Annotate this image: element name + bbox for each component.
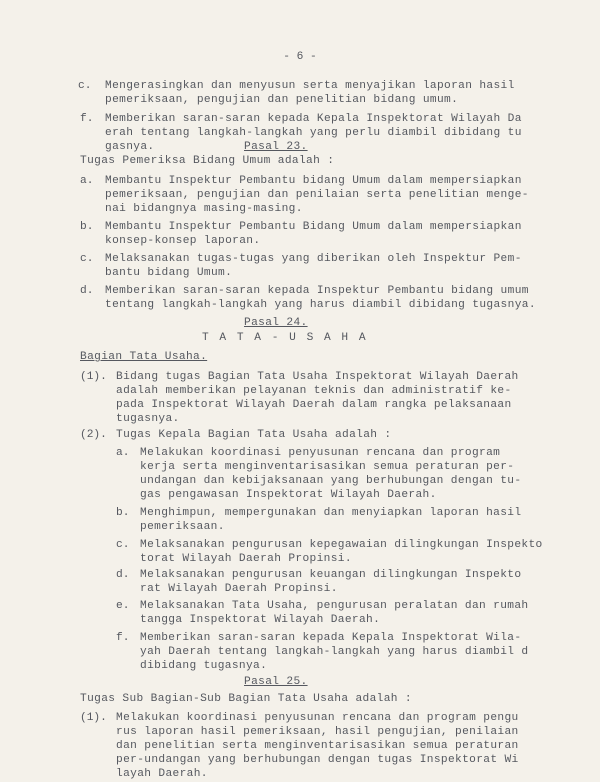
pasal-23-intro: Tugas Pemeriksa Bidang Umum adalah : bbox=[80, 155, 335, 167]
p23-item-a-line-2: pemeriksaan, pengujian dan penilaian serta penelitian menge- bbox=[105, 189, 529, 201]
p24-item-1-line-4: tugasnya. bbox=[116, 413, 180, 425]
p24-item-1-line-1: Bidang tugas Bagian Tata Usaha Inspektorat Wilayah Daerah bbox=[116, 371, 519, 383]
p24-sub-a-label: a. bbox=[116, 447, 130, 459]
item-f-line-2: erah tentang langkah-langkah yang perlu diambil dibidang tu bbox=[105, 127, 522, 139]
p24-sub-f-line-3: dibidang tugasnya. bbox=[140, 660, 268, 672]
pasal-23-title: Pasal 23. bbox=[244, 141, 308, 153]
p23-item-d-label: d. bbox=[80, 285, 94, 297]
pasal-25-intro: Tugas Sub Bagian-Sub Bagian Tata Usaha adalah : bbox=[80, 693, 412, 705]
p25-item-1-line-4: per-undangan yang berhubungan dengan tugas Inspektorat Wi bbox=[116, 754, 519, 766]
item-c-line-2: pemeriksaan, pengujian dan penelitian bidang umum. bbox=[105, 94, 459, 106]
p24-sub-c-line-2: torat Wilayah Daerah Propinsi. bbox=[140, 553, 352, 565]
p24-item-1-line-2: adalah memberikan pelayanan teknis dan administratif ke- bbox=[116, 385, 512, 397]
p24-sub-a-line-3: undangan dan kebijaksanaan yang berhubungan dengan tu- bbox=[140, 475, 522, 487]
p24-sub-f-line-1: Memberikan saran-saran kepada Kepala Inspektorat Wila- bbox=[140, 632, 522, 644]
p23-item-a-label: a. bbox=[80, 175, 94, 187]
item-c-label: c. bbox=[78, 80, 92, 92]
item-f-line-3: gasnya. bbox=[105, 141, 155, 153]
pasal-24-title: Pasal 24. bbox=[244, 317, 308, 329]
page-number: - 6 - bbox=[283, 51, 317, 63]
p24-sub-e-line-2: tangga Inspektorat Wilayah Daerah. bbox=[140, 614, 381, 626]
p24-sub-a-line-1: Melakukan koordinasi penyusunan rencana dan program bbox=[140, 447, 501, 459]
p24-sub-b-line-2: pemeriksaan. bbox=[140, 521, 225, 533]
p24-item-2-label: (2). bbox=[80, 429, 107, 441]
item-f-label: f. bbox=[80, 113, 94, 125]
p24-item-2-intro: Tugas Kepala Bagian Tata Usaha adalah : bbox=[116, 429, 392, 441]
p24-sub-f-line-2: yah Daerah tentang langkah-langkah yang harus diambil d bbox=[140, 646, 529, 658]
p25-item-1-label: (1). bbox=[80, 712, 107, 724]
p24-sub-c-label: c. bbox=[116, 539, 130, 551]
p24-sub-a-line-4: gas pengawasan Inspektorat Wilayah Daerah. bbox=[140, 489, 437, 501]
p25-item-1-line-1: Melakukan koordinasi penyusunan rencana dan program pengu bbox=[116, 712, 519, 724]
p25-item-1-line-5: layah Daerah. bbox=[116, 768, 208, 780]
p23-item-a-line-3: nai bidangnya masing-masing. bbox=[105, 203, 303, 215]
p24-item-1-label: (1). bbox=[80, 371, 107, 383]
section-bagian-tata-usaha: Bagian Tata Usaha. bbox=[80, 351, 208, 363]
p24-sub-a-line-2: kerja serta menginventarisasikan semua peraturan per- bbox=[140, 461, 515, 473]
p24-sub-d-label: d. bbox=[116, 569, 130, 581]
p24-sub-e-label: e. bbox=[116, 600, 130, 612]
p24-sub-d-line-2: rat Wilayah Daerah Propinsi. bbox=[140, 583, 338, 595]
p23-item-d-line-1: Memberikan saran-saran kepada Inspektur Pembantu bidang umum bbox=[105, 285, 529, 297]
p24-sub-f-label: f. bbox=[116, 632, 130, 644]
p24-sub-d-line-1: Melaksanakan pengurusan keuangan dilingkungan Inspekto bbox=[140, 569, 522, 581]
p23-item-c-line-2: bantu bidang Umum. bbox=[105, 267, 233, 279]
p25-item-1-line-2: rus laporan hasil pemeriksaan, hasil pengujian, penilaian bbox=[116, 726, 519, 738]
p24-sub-b-line-1: Menghimpun, mempergunakan dan menyiapkan laporan hasil bbox=[140, 507, 522, 519]
p24-item-1-line-3: pada Inspektorat Wilayah Daerah dalam rangka pelaksanaan bbox=[116, 399, 512, 411]
p24-sub-e-line-1: Melaksanakan Tata Usaha, pengurusan peralatan dan rumah bbox=[140, 600, 529, 612]
pasal-25-title: Pasal 25. bbox=[244, 676, 308, 688]
p24-sub-b-label: b. bbox=[116, 507, 130, 519]
pasal-24-subtitle: T A T A - U S A H A bbox=[202, 332, 368, 344]
p23-item-c-label: c. bbox=[80, 253, 94, 265]
item-c-line-1: Mengerasingkan dan menyusun serta menyajikan laporan hasil bbox=[105, 80, 515, 92]
p23-item-a-line-1: Membantu Inspektur Pembantu bidang Umum dalam mempersiapkan bbox=[105, 175, 522, 187]
p25-item-1-line-3: dan penelitian serta menginventarisasikan semua peraturan bbox=[116, 740, 519, 752]
p23-item-b-line-2: konsep-konsep laporan. bbox=[105, 235, 261, 247]
p23-item-b-line-1: Membantu Inspektur Pembantu Bidang Umum dalam mempersiapkan bbox=[105, 221, 522, 233]
p23-item-c-line-1: Melaksanakan tugas-tugas yang diberikan oleh Inspektur Pem- bbox=[105, 253, 522, 265]
p24-sub-c-line-1: Melaksanakan pengurusan kepegawaian dilingkungan Inspekto bbox=[140, 539, 543, 551]
p23-item-b-label: b. bbox=[80, 221, 94, 233]
item-f-line-1: Memberikan saran-saran kepada Kepala Inspektorat Wilayah Da bbox=[105, 113, 522, 125]
p23-item-d-line-2: tentang langkah-langkah yang harus diambil dibidang tugasnya. bbox=[105, 299, 536, 311]
